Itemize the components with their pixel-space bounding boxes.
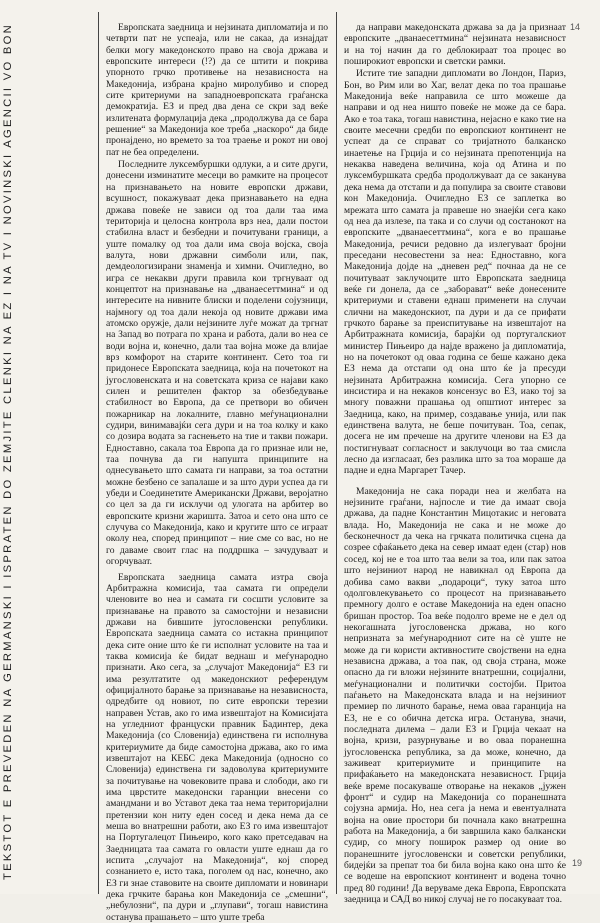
- column-divider-middle: [336, 12, 337, 894]
- margin-mark-top: 14: [570, 22, 580, 32]
- paragraph: Европската заедница самата изтра своја Арбитражна комисија, таа самата ги определи членовите во неа и самата ги сосшти условите за признавањe на правото за самостојни и независни држави на бившите југословенски републики. Европската заедница самата со истакна принципот дека сите оние што ќе ги исполнат условите на таа и таква комисија ќе бидат веднаш и меѓународно признати. Ако сега, за „случајот Македонија“ ЕЗ ги има резултатите од македонскиот референдум официјалното барање за признавање на независноста, одредбите од новиот, по сите европски терезии направен Устав, ако го има извештајот на Комисијата на угледниот француски правник Бадинтер, дека Македонија (со Словенија) единствена ги исполнува критериумите да биде самостојна држава, ако го има извештајот на КЕБС дека Македонија (односно со Словенија) единствена ги задоволува критериумите за почитувањe на човековите права и слободи, ако ги има цврстите македонски гаранции внесени со амандмани и во Уставот дека таа нема територијални претензии кон ниту еден сосед и дека нема да се меша во внатрешни работи, ако ЕЗ го има извештајот на Португалецот Пињеиро, кого како претседавач на Заедницата таа самата го овласти уште еднаш да го испита „случајот на Македонија“, кој според сознанието е, исто така, поголем од нас, конечно, ако ЕЗ ги знае ставовите на своите дипломати и новинари дека грчките барања кон Македонија се „смешни“, „небулозни“, па дури и „глупави“, тогаш навистина останува прашањето – што уште треба: [106, 572, 328, 923]
- paragraph: да направи македонската држава за да ја признаат европските „дванаесеттмина“ нејзината независност и на тој начин да го деблокираат тоа процес во поширокиот европски и светски рамки.: [344, 22, 566, 67]
- paragraph: Европската заедница и нејзината дипломатија и по четврти пат не успеаја, или не сакаа, да изнајдат белки могу македонското право на своја држава и европските интереси (!?) да се штити и покрива упорното грчко противење на независноста на Македонија, избрана крајно миролубиво и според сите критериуми на западноевропската граѓанска демократија. ЕЗ и пред два дена се скри зад веќе излитената формулација дека „продолжува да се бара решение“ за Македонија кое треба „наскоро“ да биде пронајдено, но времето за тоа траење и рокот ни овој пат не беа определени.: [106, 22, 328, 158]
- paragraph: Истите тие западни дипломати во Лондон, Париз, Бон, во Рим или во Хаг, велат дека по тоа прашање Македонија веќе направила се што можеше да направи и од неа ништо повеќе не може да се бара. Ако е тоа така, тогаш навистина, нејасно е како тие на своите месечни средби по европскиот континент не успеат да се справат со тријатното балканско инаетење на Грција и со нејзината препотенција на некаква наведена величина, која од Атина и по луксембуршката средба продолжуваат да се заканува дека нема да отстапи и да популира за своите ставови кон Македонија. Очигледно ЕЗ се заплетка во мрежата што самата ја правеше но знаејќи сега како од неа да излезе, па така и со случи од состанокот на европските „дванаесеттмина“, кога е во прашање Македонија, речиси редовно да излегуваат бројни преседани несовестени за неа: Едноставно, кога Македонија дојде на „дневен ред“ почнаа да не се почитуваат заклучоците што Европската заедница веќе ги донела, да се „заборават“ веќе донесените критериуми и ставени еднаш применети на случаи слични на македонскиот, па дури и да се прифати грчкото барање за преиспитување на извештајот на Арбитражната комисија, барајќи од португалскиот министер Пињеиро да најде вражено ја дипломатија, но на почетокот од оваа година се беше кажано дека ЕЗ нема да отстапи од она што ќе ја пресуди нејзината Арбитражна комисија. Сега упорно се инсистира и на некаков консензус во ЕЗ, иако тој за многу поважни прашања од општиот интерес за Заедница, како, на пример, создавање унија, или пак единствена валута, не беше почитуван. Тоа, сепак, досега не им пречеше на другите членови на ЕЗ да постигнуваат согласност и заклучоци во таа смисла лесно да изгласаат, без разлика што за тоа мораше да падне и една Маргарет Тачер.: [344, 68, 566, 476]
- article-column-left: [106, 22, 328, 884]
- side-note-vertical: TEKSTOT E PREVEDEN NA GERMANSKI I ISPRATEN DO ZEMJITE CLENKI NA EZ I NA TV I NOVINSKI AGENCII VO BON: [2, 10, 14, 880]
- margin-mark-bottom: 19: [572, 858, 582, 868]
- paragraph: Македонија не сака поради неа и желбата на нејзините граѓани, најпосле и тие да имаат своја држава, да падне Константин Мицотакис и неговата влада. Но, Македонија не сака и не може до бесконечност да чека на грчката политичка сцена да созрее сфаќањето дека на север имаат еден (стар) нов сосед, кој не е тоа што таа вели за тоа, или пак затоа што нејзиниот народ не навикнал од Европа да добива само вакви „подароци“, туку затоа што одолговлекувањето со процесот на признавањето премногу долго е оставе Македонија на еден опасно бришан простор. Тоа веќе подолго време не е дел од некогашната југословенска држава, но кого непризната за меѓународниот сите на сè уште не може да ги користи активностите својствени на една независна држава, а тоа пак, од своја страна, може опасно да ги вложи нејзините внатрешни, социјални, меѓунационални и политички состојби. Притоа паѓањето на Македонската влада и на нејзиниот премиер по личното барање, нема оваа гаранција на ЕЗ, не е со обична детска игра. Останува, значи, последната дилема – дали ЕЗ и Грција чекаат на војна, кризи, разурнување и во оваа поранешна југословенска република, за да може, конечно, да заживеат критериумите и принципите на прифаќањето на македонската независност. Грција веќе време посакуваше отворање на некаков „јужен фронт“ и судир на Македонија со поранешната сојузна армија. Но, неа сега ја нема и евентуалната војна на овие простори би почнала како внатрешна работа на Македонија, а би завршила како балкански судир, со многу поширок размер од оние во поранешните југословенски и советски републики, бидејќи за препат тоа би била војна како она што ќе се водеше на европскиот континент и водена точно пред 80 години! Да веруваме дека Европа, Европската заедница и САД во никој случај не го посакуваат тоа.: [344, 486, 566, 906]
- paragraph: Последните луксембуршки одлуки, а и сите други, донесени изминатите месеци во рамките на процесот на признавањето на новите европски држави, всушност, покажуваат дека признавањето на една држава повеќе не зависи од тоа дали таа има територија и целосна контрола врз неа, дали постои стабилна власт и безбедни и почитувани граници, а уште помалку од тоа дали има своја војска, своја валута, нови државни симболи или, пак, демдеологизирани знаменја и химни. Очигледно, во игра се некакви други правила кои тргнуваат од концептот на признавање на „дванаесеттмина“ и од интересите на нивните блиски и поделени сојузници, најмногу од тоа дали некоја од новите држави има атомско оружје, дали нејзините луѓе можат да тргнат на Запад во потрага по храна и работа, дали во неа се води војна и, конечно, дали таа војна може да влијае врз комфорот на старите континент. Сето тоа ги придонесе Европската заедница, која на почетокот на југословенската и на советската криза се најави како силен и решителен фактор за обезбедување стабилност во Европа, да се претвори во обичен пожарникар на локалните, главно меѓунационални судири, винимавајќи сега дури и на тоа колку и како со дозира водата за гаснењето на тие и такви пожари. Едноставно, сакала тоа Европа да го признае или не, таа почнува да ги напушта принципите на однесувањето што самата ги направи, за тоа остатни можне безбено се запалаше и за што дури успеа да ги убеди и Соединетите Американски Држави, веројатно со цел за да ги исклучи од улогата на арбитер во европските кризни жаришта. Затоа и сето она што се случува со Македонија, како и кругите што се играат околу неа, според принципот – ние сме со вас, но не го даваме своит глас на поддршка – зачудуваат и огорчуваат.: [106, 159, 328, 567]
- column-divider-left: [98, 12, 99, 894]
- article-column-right: [344, 22, 566, 884]
